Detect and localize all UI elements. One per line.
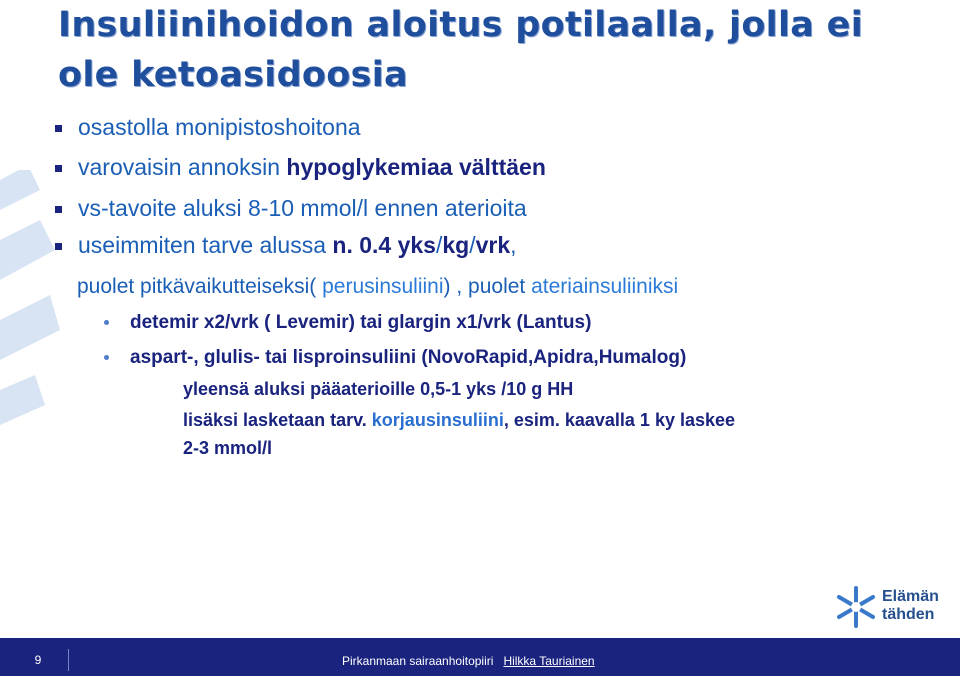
bullet-text-bold: n. 0.4 yks — [332, 232, 436, 258]
page-number: 9 — [8, 649, 69, 671]
title-line-1: Insuliinihoidon aloitus potilaalla, jolla ei — [58, 5, 864, 45]
bullet-text: osastolla monipistoshoitona — [78, 114, 361, 140]
bullet-text-bold: kg — [442, 232, 470, 258]
continuation-highlight: perusinsuliini — [322, 275, 444, 298]
bullet-text — [78, 153, 546, 181]
continuation-part: puolet pitkävaikutteiseksi( — [77, 275, 323, 298]
paragraph-part: , esim. kaavalla 1 ky laskee — [503, 410, 736, 430]
elaman-tahden-logo — [834, 584, 944, 632]
logo-text — [882, 588, 939, 624]
bullet-square — [55, 165, 62, 172]
logo-text-line: Elämän — [882, 588, 939, 605]
bullet-text-part: varovaisin annoksin — [78, 154, 287, 180]
sub-bullet-dot — [104, 320, 109, 325]
bullet-text-bold: hypoglykemiaa välttäen — [286, 154, 546, 180]
sub-bullet-dot — [104, 355, 109, 360]
bullet-text — [78, 231, 517, 259]
sub-bullet-text: aspart-, glulis- tai lisproinsuliini (NovoRapid,Apidra,Humalog) — [130, 347, 687, 368]
logo-text-line: tähden — [882, 606, 935, 623]
continuation-part: ) , puolet — [443, 275, 532, 298]
paragraph-line: 2-3 mmol/l — [183, 438, 273, 458]
sub-bullet-text: detemir x2/vrk ( Levemir) tai glargin x1/vrk (Lantus) — [130, 312, 592, 333]
paragraph-line — [183, 407, 735, 434]
bullet-text-bold: vrk — [475, 232, 511, 258]
footer-text — [342, 650, 595, 672]
bullet-text-part: , — [510, 232, 517, 258]
bullet-text-part: / — [435, 232, 443, 258]
watermark-graphic — [0, 170, 60, 470]
bullet-square — [55, 243, 62, 250]
bullet-text: vs-tavoite aluksi 8-10 mmol/l ennen aterioita — [78, 195, 527, 221]
paragraph-part: lisäksi lasketaan tarv. — [183, 410, 372, 430]
bullet-square — [55, 206, 62, 213]
continuation-line — [77, 273, 678, 301]
bullet-square — [55, 125, 62, 132]
footer-bar — [0, 638, 960, 676]
paragraph-highlight: korjausinsuliini — [371, 410, 504, 430]
slide-title — [58, 0, 938, 100]
footer-separator — [493, 654, 503, 668]
bullet-text-part: useimmiten tarve alussa — [78, 232, 333, 258]
footer-author: Hilkka Tauriainen — [503, 654, 595, 668]
paragraph-line: yleensä aluksi pääaterioille 0,5-1 yks /10 g HH — [183, 379, 574, 399]
bullet-text-part: / — [469, 232, 476, 258]
title-line-2: ole ketoasidoosia — [58, 55, 408, 95]
continuation-highlight: ateriainsuliiniksi — [531, 275, 679, 298]
star-of-life-icon — [834, 584, 878, 630]
footer-org: Pirkanmaan sairaanhoitopiiri — [342, 654, 494, 668]
